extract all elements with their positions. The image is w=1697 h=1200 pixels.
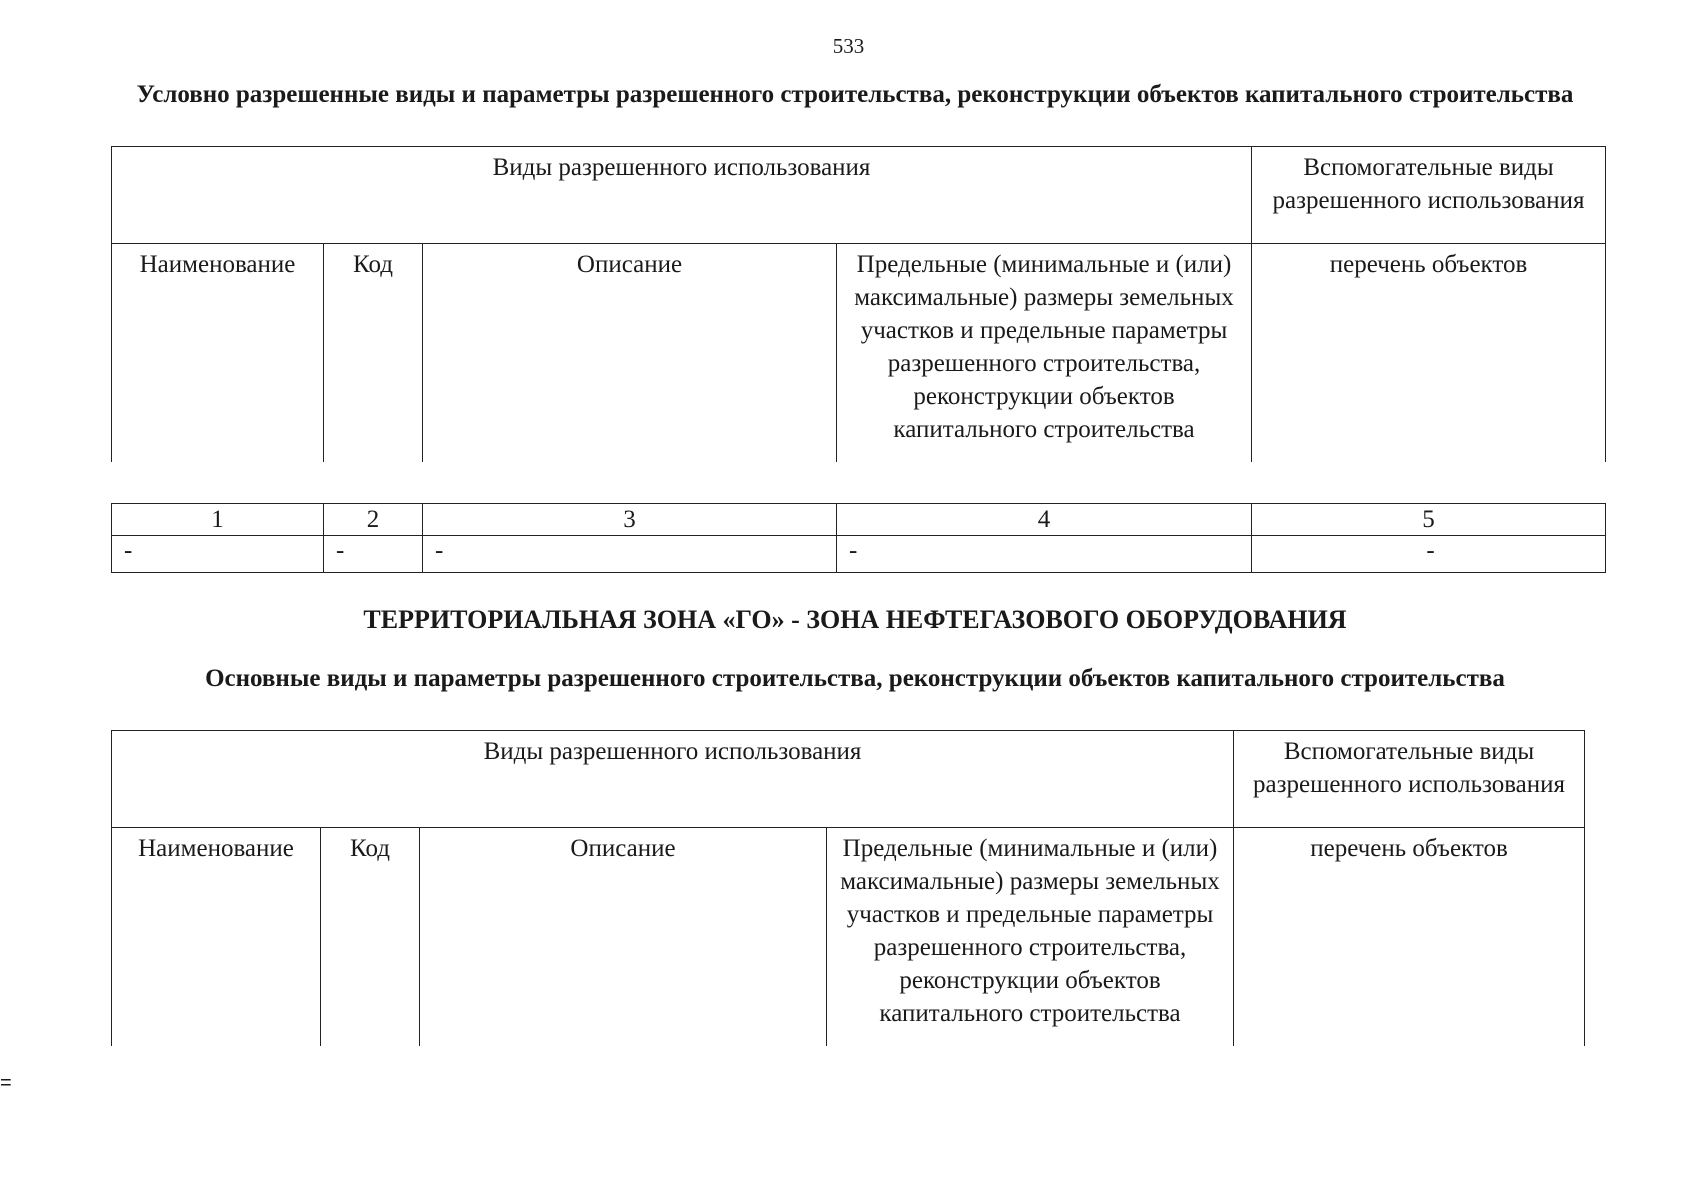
- col-description-header: Описание: [420, 828, 827, 1047]
- col-objects-header: перечень объектов: [1234, 828, 1585, 1047]
- column-number: 3: [423, 504, 837, 536]
- column-number: 2: [324, 504, 423, 536]
- col-name-header: Наименование: [112, 828, 321, 1047]
- section2-header-table: [111, 730, 1585, 1046]
- column-number: 5: [1252, 504, 1606, 536]
- col-objects-header: перечень объектов: [1252, 244, 1606, 463]
- table-cell: -: [324, 536, 423, 573]
- aux-header: Вспомогательные виды разрешенного использования: [1234, 731, 1585, 828]
- page-number: 533: [832, 34, 865, 58]
- table-cell: -: [112, 536, 324, 573]
- column-number: 4: [837, 504, 1252, 536]
- table-cell: -: [1252, 536, 1606, 573]
- col-limits-header: Предельные (минимальные и (или) максимальные) размеры земельных участков и предельные параметры разрешенного строительства, реконструкции объектов капитального строительства: [837, 244, 1252, 463]
- group-header: Виды разрешенного использования: [112, 731, 1234, 828]
- zone-title: ТЕРРИТОРИАЛЬНАЯ ЗОНА «ГО» - ЗОНА НЕФТЕГАЗОВОГО ОБОРУДОВАНИЯ: [363, 605, 1347, 634]
- col-description-header: Описание: [423, 244, 837, 463]
- col-code-header: Код: [321, 828, 420, 1047]
- col-name-header: Наименование: [112, 244, 324, 463]
- col-code-header: Код: [324, 244, 423, 463]
- column-number: 1: [112, 504, 324, 536]
- table-cell: -: [423, 536, 837, 573]
- aux-header: Вспомогательные виды разрешенного использования: [1252, 147, 1606, 244]
- table-cell: -: [837, 536, 1252, 573]
- group-header: Виды разрешенного использования: [112, 147, 1252, 244]
- section1-header-table: [111, 146, 1606, 462]
- section2-heading: Основные виды и параметры разрешенного строительства, реконструкции объектов капитального строительства: [205, 665, 1505, 692]
- edge-mark: =: [0, 1072, 12, 1094]
- col-limits-header: Предельные (минимальные и (или) максимальные) размеры земельных участков и предельные параметры разрешенного строительства, реконструкции объектов капитального строительства: [827, 828, 1234, 1047]
- section1-data-table: [111, 503, 1606, 573]
- section1-heading: Условно разрешенные виды и параметры разрешенного строительства, реконструкции объектов капитального строительства: [136, 81, 1574, 108]
